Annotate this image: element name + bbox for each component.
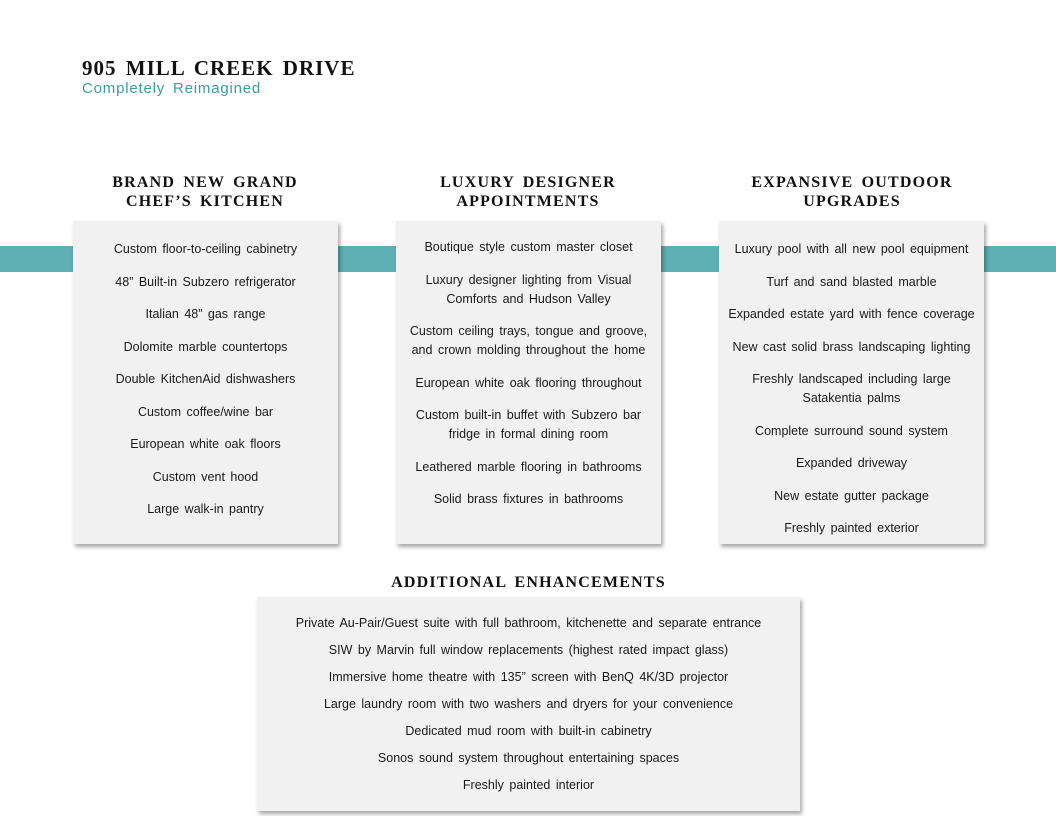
list-item: 48” Built-in Subzero refrigerator — [115, 274, 296, 289]
outdoor-heading-line1: EXPANSIVE OUTDOOR — [751, 174, 953, 191]
appointments-card — [396, 221, 661, 544]
kitchen-heading-line2: CHEF’S KITCHEN — [125, 193, 285, 210]
list-item: Italian 48” gas range — [145, 307, 266, 321]
kitchen-heading — [65, 173, 345, 211]
list-item: New estate gutter package — [774, 488, 929, 503]
list-item: Turf and sand blasted marble — [766, 274, 937, 289]
page-title: 905 MILL CREEK DRIVE — [82, 56, 356, 80]
list-item: Sonos sound system throughout entertaining spaces — [377, 751, 680, 765]
list-item: Large laundry room with two washers and dryers for your convenience — [323, 697, 734, 711]
additional-card — [257, 597, 800, 811]
outdoor-card — [719, 221, 984, 544]
list-item: Large walk-in pantry — [147, 502, 264, 516]
outdoor-heading — [712, 173, 992, 211]
list-item: Dedicated mud room with built-in cabinetry — [405, 724, 652, 738]
list-item: Solid brass fixtures in bathrooms — [433, 492, 624, 506]
list-item: European white oak flooring throughout — [415, 375, 642, 390]
list-item: Luxury designer lighting from Visual Comforts and Hudson Valley — [425, 272, 632, 306]
appointments-heading — [388, 173, 668, 211]
list-item: Custom floor-to-ceiling cabinetry — [113, 242, 298, 256]
list-item: Dolomite marble countertops — [123, 339, 288, 354]
list-item: Expanded estate yard with fence coverage — [728, 307, 975, 321]
list-item: Boutique style custom master closet — [424, 240, 633, 254]
additional-heading: ADDITIONAL ENHANCEMENTS — [391, 574, 666, 591]
list-item: Complete surround sound system — [755, 423, 948, 438]
list-item: Double KitchenAid dishwashers — [115, 372, 296, 386]
list-item: Custom ceiling trays, tongue and groove, and crown molding throughout the home — [409, 324, 648, 357]
list-item: Freshly painted exterior — [784, 521, 919, 535]
list-item: Private Au-Pair/Guest suite with full bathroom, kitchenette and separate entrance — [295, 616, 762, 630]
list-item: New cast solid brass landscaping lighting — [732, 339, 971, 354]
list-item: Freshly painted interior — [462, 778, 595, 792]
list-item: European white oak floors — [130, 437, 281, 451]
page-subtitle: Completely Reimagined — [82, 80, 262, 97]
outdoor-heading-line2: UPGRADES — [803, 193, 901, 210]
list-item: SIW by Marvin full window replacements (highest rated impact glass) — [328, 643, 729, 657]
kitchen-heading-line1: BRAND NEW GRAND — [112, 174, 298, 191]
list-item: Custom coffee/wine bar — [137, 404, 274, 419]
list-item: Freshly landscaped including large Satakentia palms — [752, 372, 951, 405]
list-item: Custom built-in buffet with Subzero bar fridge in formal dining room — [415, 408, 642, 441]
kitchen-card — [73, 221, 338, 544]
appointments-heading-line1: LUXURY DESIGNER — [440, 174, 616, 191]
list-item: Leathered marble flooring in bathrooms — [415, 459, 642, 474]
appointments-heading-line2: APPOINTMENTS — [456, 193, 600, 210]
list-item: Immersive home theatre with 135” screen with BenQ 4K/3D projector — [328, 670, 729, 684]
list-item: Expanded driveway — [795, 456, 908, 470]
list-item: Custom vent hood — [152, 469, 259, 484]
list-item: Luxury pool with all new pool equipment — [734, 242, 969, 256]
